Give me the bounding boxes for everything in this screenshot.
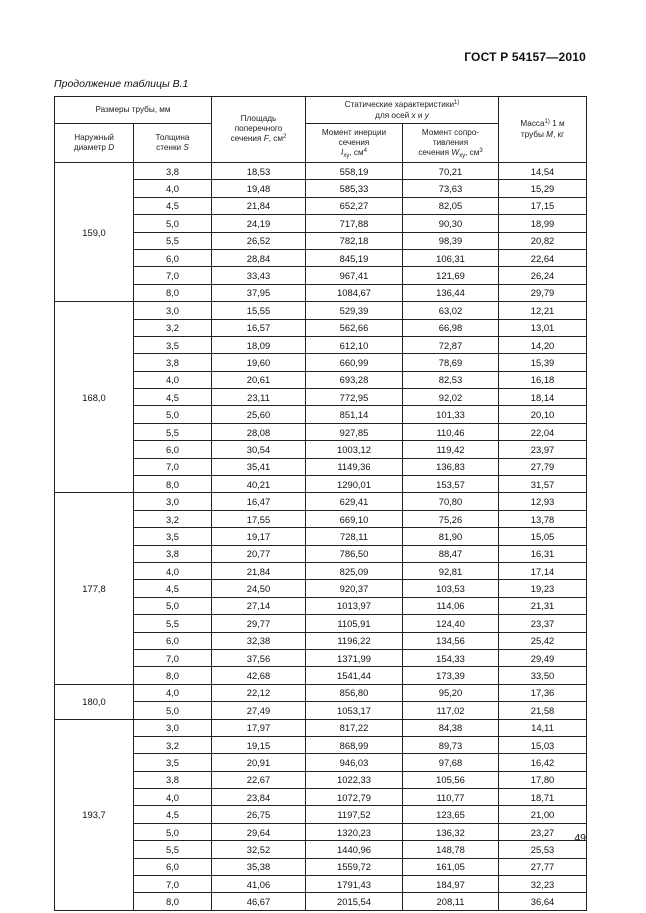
area-cell: 21,84 [212, 197, 306, 214]
mass-cell: 33,50 [499, 667, 587, 684]
inertia-cell: 845,19 [306, 249, 403, 266]
area-cell: 23,84 [212, 789, 306, 806]
mass-cell: 22,04 [499, 423, 587, 440]
mass-cell: 14,20 [499, 336, 587, 353]
wall-thickness-cell: 8,0 [134, 893, 212, 910]
section-modulus-cell: 90,30 [403, 215, 499, 232]
table-row [55, 249, 587, 266]
section-modulus-cell: 92,02 [403, 389, 499, 406]
section-modulus-cell: 110,46 [403, 423, 499, 440]
area-cell: 42,68 [212, 667, 306, 684]
area-cell: 26,52 [212, 232, 306, 249]
section-modulus-cell: 70,21 [403, 163, 499, 180]
wall-thickness-cell: 5,5 [134, 615, 212, 632]
area-cell: 17,55 [212, 510, 306, 527]
section-modulus-cell: 89,73 [403, 736, 499, 753]
section-modulus-cell: 70,80 [403, 493, 499, 510]
wall-thickness-cell: 3,2 [134, 319, 212, 336]
section-modulus-cell: 105,56 [403, 771, 499, 788]
wall-thickness-cell: 5,5 [134, 841, 212, 858]
wall-thickness-cell: 4,0 [134, 371, 212, 388]
area-cell: 46,67 [212, 893, 306, 910]
area-cell: 28,84 [212, 249, 306, 266]
mass-cell: 25,53 [499, 841, 587, 858]
wall-thickness-cell: 3,8 [134, 771, 212, 788]
inertia-cell: 856,80 [306, 684, 403, 701]
wall-thickness-cell: 8,0 [134, 284, 212, 301]
inertia-cell: 693,28 [306, 371, 403, 388]
mass-cell: 17,15 [499, 197, 587, 214]
wall-thickness-cell: 3,5 [134, 336, 212, 353]
inertia-cell: 1013,97 [306, 597, 403, 614]
inertia-cell: 529,39 [306, 302, 403, 319]
mass-cell: 16,31 [499, 545, 587, 562]
table-row [55, 893, 587, 910]
section-modulus-cell: 110,77 [403, 789, 499, 806]
mass-cell: 18,14 [499, 389, 587, 406]
area-cell: 19,17 [212, 528, 306, 545]
section-modulus-cell: 136,44 [403, 284, 499, 301]
table-row [55, 667, 587, 684]
mass-cell: 16,42 [499, 754, 587, 771]
section-modulus-cell: 134,56 [403, 632, 499, 649]
wall-thickness-cell: 7,0 [134, 267, 212, 284]
section-modulus-cell: 136,32 [403, 823, 499, 840]
section-modulus-cell: 148,78 [403, 841, 499, 858]
document-code: ГОСТ Р 54157—2010 [464, 50, 586, 64]
area-cell: 27,49 [212, 702, 306, 719]
area-cell: 28,08 [212, 423, 306, 440]
table-row [55, 876, 587, 893]
section-modulus-cell: 103,53 [403, 580, 499, 597]
table-row [55, 858, 587, 875]
table-row [55, 702, 587, 719]
section-modulus-cell: 98,39 [403, 232, 499, 249]
area-cell: 22,12 [212, 684, 306, 701]
table-row [55, 336, 587, 353]
table-row [55, 493, 587, 510]
mass-cell: 18,99 [499, 215, 587, 232]
wall-thickness-cell: 4,0 [134, 562, 212, 579]
section-modulus-cell: 124,40 [403, 615, 499, 632]
area-cell: 33,43 [212, 267, 306, 284]
wall-thickness-cell: 5,0 [134, 823, 212, 840]
table-row [55, 458, 587, 475]
mass-cell: 32,23 [499, 876, 587, 893]
inertia-cell: 652,27 [306, 197, 403, 214]
header-section-modulus: Момент сопро- тивления сечения $W_{xy}$, $см^3$ [403, 124, 499, 163]
wall-thickness-cell: 4,5 [134, 197, 212, 214]
inertia-cell: 669,10 [306, 510, 403, 527]
inertia-cell: 1791,43 [306, 876, 403, 893]
mass-cell: 12,21 [499, 302, 587, 319]
mass-cell: 14,54 [499, 163, 587, 180]
wall-thickness-cell: 6,0 [134, 249, 212, 266]
table-row [55, 215, 587, 232]
table-row [55, 528, 587, 545]
table-row [55, 684, 587, 701]
inertia-cell: 1003,12 [306, 441, 403, 458]
section-modulus-cell: 114,06 [403, 597, 499, 614]
wall-thickness-cell: 6,0 [134, 858, 212, 875]
wall-thickness-cell: 3,5 [134, 528, 212, 545]
table-body [55, 163, 587, 911]
inertia-cell: 717,88 [306, 215, 403, 232]
inertia-cell: 851,14 [306, 406, 403, 423]
area-cell: 18,53 [212, 163, 306, 180]
mass-cell: 36,64 [499, 893, 587, 910]
inertia-cell: 967,41 [306, 267, 403, 284]
section-modulus-cell: 97,68 [403, 754, 499, 771]
inertia-cell: 946,03 [306, 754, 403, 771]
inertia-cell: 1440,96 [306, 841, 403, 858]
table-caption: Продолжение таблицы В.1 [54, 78, 189, 90]
area-cell: 21,84 [212, 562, 306, 579]
section-modulus-cell: 81,90 [403, 528, 499, 545]
table-row [55, 354, 587, 371]
area-cell: 40,21 [212, 476, 306, 493]
mass-cell: 15,05 [499, 528, 587, 545]
area-cell: 24,19 [212, 215, 306, 232]
header-moment-of-inertia: Момент инерции сечения $I_{xy}$, $см^4$ [306, 124, 403, 163]
section-modulus-cell: 173,39 [403, 667, 499, 684]
header-static-characteristics: Статические характеристики$^{1)}$ для осей x и y [306, 97, 499, 124]
inertia-cell: 1022,33 [306, 771, 403, 788]
section-modulus-cell: 161,05 [403, 858, 499, 875]
area-cell: 37,95 [212, 284, 306, 301]
area-cell: 29,77 [212, 615, 306, 632]
inertia-cell: 1559,72 [306, 858, 403, 875]
inertia-cell: 782,18 [306, 232, 403, 249]
area-cell: 20,77 [212, 545, 306, 562]
table-row [55, 615, 587, 632]
inertia-cell: 1053,17 [306, 702, 403, 719]
table-row [55, 180, 587, 197]
section-modulus-cell: 154,33 [403, 649, 499, 666]
inertia-cell: 1149,36 [306, 458, 403, 475]
table-row [55, 545, 587, 562]
table-row [55, 319, 587, 336]
section-modulus-cell: 82,05 [403, 197, 499, 214]
table-row [55, 284, 587, 301]
header-wall-thickness: Толщина стенки S [134, 124, 212, 163]
table-row [55, 562, 587, 579]
inertia-cell: 728,11 [306, 528, 403, 545]
area-cell: 32,38 [212, 632, 306, 649]
mass-cell: 29,49 [499, 649, 587, 666]
area-cell: 29,64 [212, 823, 306, 840]
area-cell: 37,56 [212, 649, 306, 666]
mass-cell: 21,00 [499, 806, 587, 823]
inertia-cell: 1320,23 [306, 823, 403, 840]
mass-cell: 17,80 [499, 771, 587, 788]
area-cell: 35,38 [212, 858, 306, 875]
section-modulus-cell: 121,69 [403, 267, 499, 284]
mass-cell: 15,03 [499, 736, 587, 753]
wall-thickness-cell: 4,0 [134, 180, 212, 197]
section-modulus-cell: 88,47 [403, 545, 499, 562]
mass-cell: 22,64 [499, 249, 587, 266]
table-row [55, 423, 587, 440]
mass-cell: 19,23 [499, 580, 587, 597]
inertia-cell: 1105,91 [306, 615, 403, 632]
area-cell: 16,47 [212, 493, 306, 510]
mass-cell: 25,42 [499, 632, 587, 649]
table-row [55, 719, 587, 736]
wall-thickness-cell: 3,8 [134, 354, 212, 371]
wall-thickness-cell: 5,5 [134, 423, 212, 440]
wall-thickness-cell: 3,2 [134, 736, 212, 753]
section-modulus-cell: 78,69 [403, 354, 499, 371]
header-outer-diameter: Наружный диаметр D [55, 124, 134, 163]
inertia-cell: 2015,54 [306, 893, 403, 910]
wall-thickness-cell: 8,0 [134, 667, 212, 684]
section-modulus-cell: 73,63 [403, 180, 499, 197]
wall-thickness-cell: 7,0 [134, 458, 212, 475]
wall-thickness-cell: 3,5 [134, 754, 212, 771]
section-modulus-cell: 117,02 [403, 702, 499, 719]
section-modulus-cell: 208,11 [403, 893, 499, 910]
table-row [55, 580, 587, 597]
inertia-cell: 612,10 [306, 336, 403, 353]
wall-thickness-cell: 6,0 [134, 632, 212, 649]
section-modulus-cell: 106,31 [403, 249, 499, 266]
table-row [55, 597, 587, 614]
section-modulus-cell: 82,53 [403, 371, 499, 388]
area-cell: 25,60 [212, 406, 306, 423]
section-modulus-cell: 136,83 [403, 458, 499, 475]
table-row [55, 771, 587, 788]
outer-diameter-cell: 193,7 [55, 719, 134, 910]
wall-thickness-cell: 7,0 [134, 649, 212, 666]
mass-cell: 17,36 [499, 684, 587, 701]
outer-diameter-cell: 180,0 [55, 684, 134, 719]
mass-cell: 23,27 [499, 823, 587, 840]
wall-thickness-cell: 3,0 [134, 302, 212, 319]
wall-thickness-cell: 6,0 [134, 441, 212, 458]
table-row [55, 476, 587, 493]
section-modulus-cell: 84,38 [403, 719, 499, 736]
area-cell: 32,52 [212, 841, 306, 858]
table-row [55, 302, 587, 319]
section-modulus-cell: 66,98 [403, 319, 499, 336]
inertia-cell: 1084,67 [306, 284, 403, 301]
table-row [55, 371, 587, 388]
section-modulus-cell: 123,65 [403, 806, 499, 823]
table-row [55, 649, 587, 666]
mass-cell: 31,57 [499, 476, 587, 493]
mass-cell: 27,79 [499, 458, 587, 475]
area-cell: 16,57 [212, 319, 306, 336]
area-cell: 30,54 [212, 441, 306, 458]
wall-thickness-cell: 5,0 [134, 406, 212, 423]
wall-thickness-cell: 3,8 [134, 163, 212, 180]
inertia-cell: 629,41 [306, 493, 403, 510]
page-number: 49 [574, 832, 586, 844]
table-row [55, 163, 587, 180]
area-cell: 18,09 [212, 336, 306, 353]
section-modulus-cell: 119,42 [403, 441, 499, 458]
mass-cell: 23,37 [499, 615, 587, 632]
wall-thickness-cell: 3,0 [134, 719, 212, 736]
outer-diameter-cell: 177,8 [55, 493, 134, 684]
inertia-cell: 817,22 [306, 719, 403, 736]
mass-cell: 17,14 [499, 562, 587, 579]
wall-thickness-cell: 5,0 [134, 597, 212, 614]
mass-cell: 12,93 [499, 493, 587, 510]
mass-cell: 15,29 [499, 180, 587, 197]
wall-thickness-cell: 3,8 [134, 545, 212, 562]
area-cell: 19,15 [212, 736, 306, 753]
area-cell: 24,50 [212, 580, 306, 597]
wall-thickness-cell: 5,0 [134, 215, 212, 232]
area-cell: 19,60 [212, 354, 306, 371]
mass-cell: 20,10 [499, 406, 587, 423]
mass-cell: 23,97 [499, 441, 587, 458]
inertia-cell: 1290,01 [306, 476, 403, 493]
wall-thickness-cell: 4,0 [134, 684, 212, 701]
area-cell: 23,11 [212, 389, 306, 406]
wall-thickness-cell: 7,0 [134, 876, 212, 893]
area-cell: 26,75 [212, 806, 306, 823]
inertia-cell: 825,09 [306, 562, 403, 579]
area-cell: 35,41 [212, 458, 306, 475]
area-cell: 20,61 [212, 371, 306, 388]
mass-cell: 26,24 [499, 267, 587, 284]
table-row [55, 232, 587, 249]
area-cell: 19,48 [212, 180, 306, 197]
inertia-cell: 1197,52 [306, 806, 403, 823]
table-row [55, 754, 587, 771]
section-modulus-cell: 92,81 [403, 562, 499, 579]
area-cell: 22,67 [212, 771, 306, 788]
inertia-cell: 772,95 [306, 389, 403, 406]
area-cell: 20,91 [212, 754, 306, 771]
wall-thickness-cell: 5,5 [134, 232, 212, 249]
mass-cell: 20,82 [499, 232, 587, 249]
mass-cell: 29,79 [499, 284, 587, 301]
mass-cell: 13,01 [499, 319, 587, 336]
inertia-cell: 868,99 [306, 736, 403, 753]
table-row [55, 406, 587, 423]
wall-thickness-cell: 4,5 [134, 580, 212, 597]
outer-diameter-cell: 168,0 [55, 302, 134, 493]
wall-thickness-cell: 4,5 [134, 389, 212, 406]
inertia-cell: 558,19 [306, 163, 403, 180]
table-row [55, 510, 587, 527]
mass-cell: 15,39 [499, 354, 587, 371]
section-modulus-cell: 75,26 [403, 510, 499, 527]
table-row [55, 632, 587, 649]
inertia-cell: 927,85 [306, 423, 403, 440]
outer-diameter-cell: 159,0 [55, 163, 134, 302]
mass-cell: 21,58 [499, 702, 587, 719]
section-modulus-cell: 153,57 [403, 476, 499, 493]
mass-cell: 14,11 [499, 719, 587, 736]
pipe-characteristics-table [54, 96, 587, 911]
section-modulus-cell: 101,33 [403, 406, 499, 423]
wall-thickness-cell: 3,2 [134, 510, 212, 527]
table-row [55, 806, 587, 823]
wall-thickness-cell: 4,5 [134, 806, 212, 823]
section-modulus-cell: 95,20 [403, 684, 499, 701]
wall-thickness-cell: 5,0 [134, 702, 212, 719]
table-row [55, 197, 587, 214]
table-row [55, 841, 587, 858]
table-row [55, 389, 587, 406]
section-modulus-cell: 63,02 [403, 302, 499, 319]
inertia-cell: 786,50 [306, 545, 403, 562]
header-pipe-dimensions: Размеры трубы, мм [55, 97, 212, 124]
mass-cell: 13,78 [499, 510, 587, 527]
section-modulus-cell: 184,97 [403, 876, 499, 893]
header-mass: Масса$^{1)}$ 1 м трубы M, кг [499, 97, 587, 163]
table-row [55, 736, 587, 753]
area-cell: 27,14 [212, 597, 306, 614]
table-row [55, 823, 587, 840]
inertia-cell: 562,66 [306, 319, 403, 336]
area-cell: 17,97 [212, 719, 306, 736]
area-cell: 41,06 [212, 876, 306, 893]
inertia-cell: 1541,44 [306, 667, 403, 684]
mass-cell: 27,77 [499, 858, 587, 875]
section-modulus-cell: 72,87 [403, 336, 499, 353]
inertia-cell: 585,33 [306, 180, 403, 197]
header-area: Площадь поперечного сечения F, $см^2$ [212, 97, 306, 163]
mass-cell: 16,18 [499, 371, 587, 388]
inertia-cell: 1196,22 [306, 632, 403, 649]
inertia-cell: 920,37 [306, 580, 403, 597]
inertia-cell: 1371,99 [306, 649, 403, 666]
area-cell: 15,55 [212, 302, 306, 319]
inertia-cell: 1072,79 [306, 789, 403, 806]
table-row [55, 441, 587, 458]
table-row [55, 789, 587, 806]
wall-thickness-cell: 3,0 [134, 493, 212, 510]
table-row [55, 267, 587, 284]
wall-thickness-cell: 4,0 [134, 789, 212, 806]
inertia-cell: 660,99 [306, 354, 403, 371]
mass-cell: 21,31 [499, 597, 587, 614]
wall-thickness-cell: 8,0 [134, 476, 212, 493]
mass-cell: 18,71 [499, 789, 587, 806]
